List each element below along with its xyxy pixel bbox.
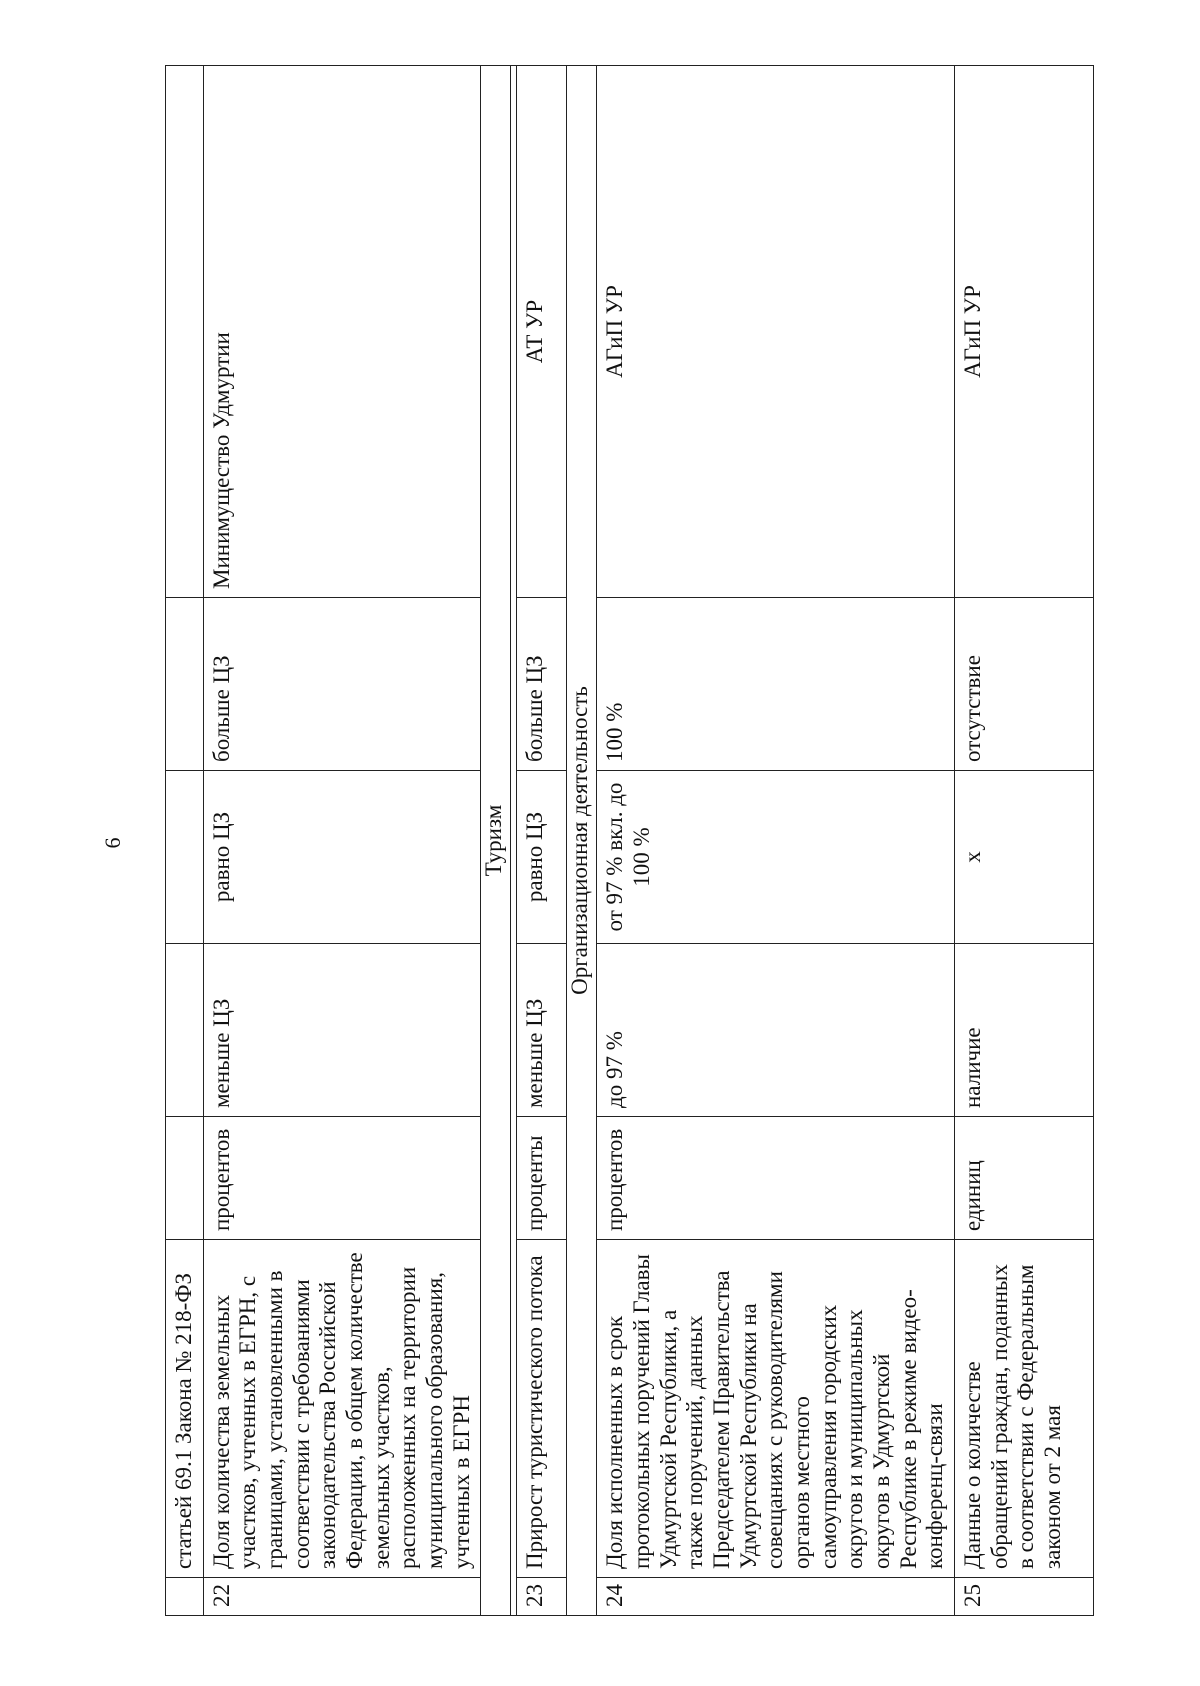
cell-name: статьей 69.1 Закона № 218-ФЗ [166,1240,204,1578]
section-title-organizational: Организационная деятельность [567,66,597,1616]
cell-responsible: АГиП УР [597,66,955,598]
section-row-organizational [567,66,597,1616]
cell-responsible: АТ УР [517,66,567,598]
section-title-tourism: Туризм [481,66,511,1616]
cell-less: меньше ЦЗ [517,944,567,1117]
table-row-24 [597,66,955,1616]
cell-equal: х [955,771,1094,944]
cell-unit: процентов [597,1117,955,1240]
cell-name: Доля количества земельных участков, учтенных в ЕГРН, с границами, установленными в соответствии с требованиями законодательства Российской Федерации, в общем количестве земельных участков, расположенных на территории муниципального образования, учтенных в ЕГРН [203,1240,481,1578]
page-number: 6 [100,837,125,849]
cell-more: отсутствие [955,598,1094,771]
table-row-23 [517,66,567,1616]
cell-less [166,944,204,1117]
cell-equal [166,771,204,944]
cell-num: 24 [597,1578,955,1616]
rotated-table-wrapper [165,66,1079,1616]
cell-less: до 97 % [597,944,955,1117]
cell-unit: проценты [517,1117,567,1240]
cell-more: 100 % [597,598,955,771]
cell-name: Доля исполненных в срок протокольных поручений Главы Удмуртской Республики, а также поручений, данных Председателем Правительства Удмуртской Республики на совещаниях с руководителями органов местного самоуправления городских округов и муниципальных округов в Удмуртской Республике в режиме видео-конференц-связи [597,1240,955,1578]
cell-more [166,598,204,771]
cell-unit [166,1117,204,1240]
cell-responsible: АГиП УР [955,66,1094,598]
cell-num [166,1578,204,1616]
cell-name: Прирост туристического потока [517,1240,567,1578]
cell-more: больше ЦЗ [517,598,567,771]
cell-equal: от 97 % вкл. до 100 % [597,771,955,944]
cell-less: меньше ЦЗ [203,944,481,1117]
cell-unit: процентов [203,1117,481,1240]
cell-name: Данные о количестве обращений граждан, поданных в соответствии с Федеральным законом от 2 мая [955,1240,1094,1578]
cell-unit: единиц [955,1117,1094,1240]
cell-responsible: Минимущество Удмуртии [203,66,481,598]
table-row-continuation [166,66,204,1616]
section-row-tourism [481,66,511,1616]
cell-more: больше ЦЗ [203,598,481,771]
cell-equal: равно ЦЗ [203,771,481,944]
table-row-22 [203,66,481,1616]
cell-num: 22 [203,1578,481,1616]
criteria-table [165,65,1094,1616]
table-row-25 [955,66,1094,1616]
cell-num: 23 [517,1578,567,1616]
cell-responsible [166,66,204,598]
cell-num: 25 [955,1578,1094,1616]
cell-less: наличие [955,944,1094,1117]
cell-equal: равно ЦЗ [517,771,567,944]
